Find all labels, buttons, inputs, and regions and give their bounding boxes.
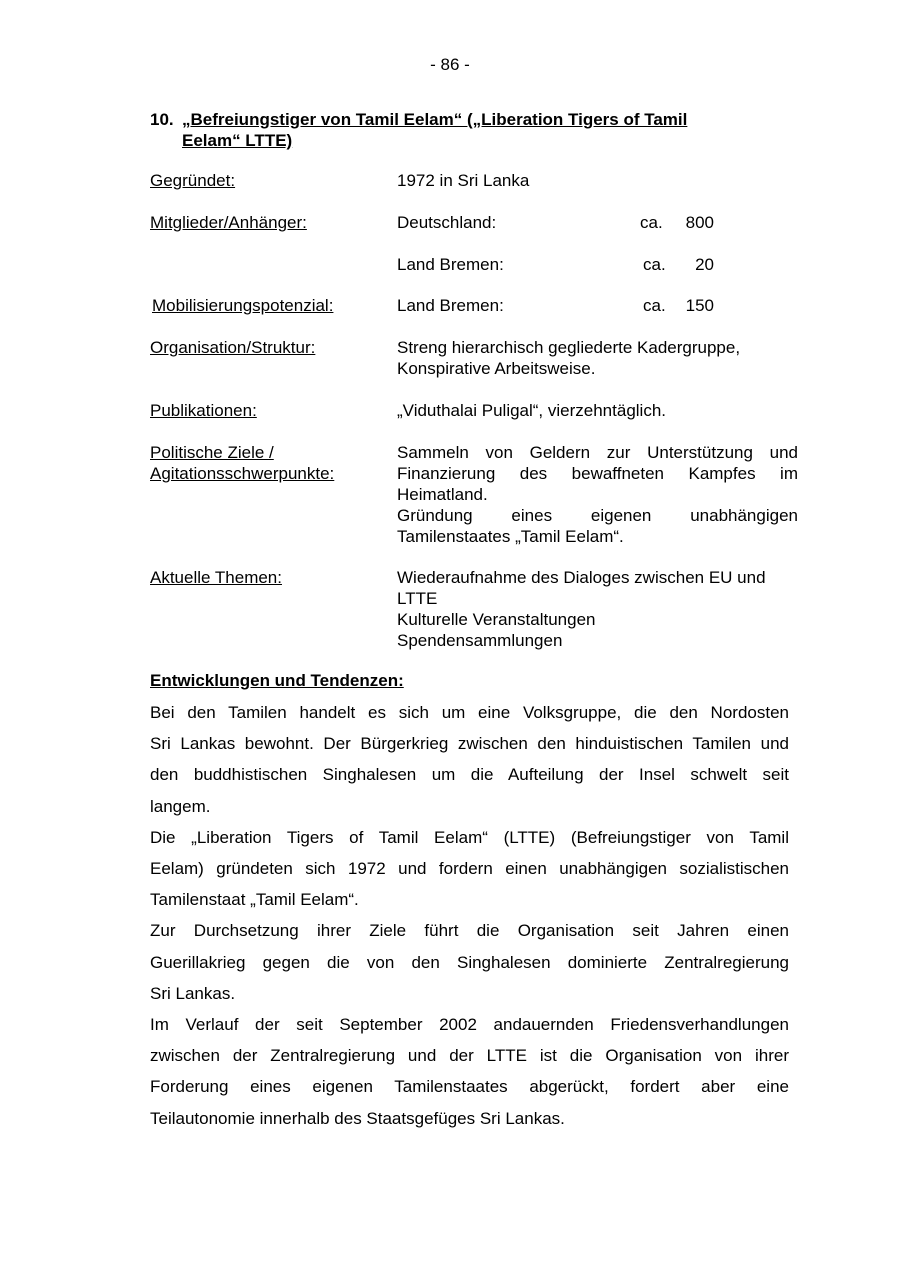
members-count-prefix: ca. bbox=[640, 213, 663, 232]
developments-line: Teilautonomie innerhalb des Staatsgefüges Sri Lankas. bbox=[150, 1108, 565, 1128]
developments-line: Zur Durchsetzung ihrer Ziele führt die Organisation seit Jahren einen bbox=[150, 921, 789, 941]
current-topics-line: LTTE bbox=[397, 589, 438, 608]
developments-line: den buddhistischen Singhalesen um die Aufteilung der Insel schwelt seit bbox=[150, 765, 789, 785]
current-topics-line: Kulturelle Veranstaltungen bbox=[397, 610, 596, 629]
organisation-label: Organisation/Struktur: bbox=[150, 338, 316, 357]
developments-text bbox=[150, 697, 789, 1134]
organisation-line: Streng hierarchisch gegliederte Kadergruppe, bbox=[397, 338, 741, 357]
mobilization-place: Land Bremen: bbox=[397, 296, 504, 315]
publications-label: Publikationen: bbox=[150, 401, 257, 420]
political-goals-label-line: Politische Ziele / bbox=[150, 443, 274, 462]
organisation-value bbox=[397, 337, 798, 379]
political-goals-line: Finanzierung des bewaffneten Kampfes im bbox=[397, 464, 798, 483]
political-goals-line: Heimatland. bbox=[397, 485, 488, 504]
developments-line: Eelam) gründeten sich 1972 und fordern einen unabhängigen sozialistischen bbox=[150, 859, 789, 879]
section-title bbox=[182, 109, 762, 151]
members-place: Deutschland: bbox=[397, 213, 497, 232]
political-goals-line: Tamilenstaates „Tamil Eelam“. bbox=[397, 527, 624, 546]
members-count-value: 20 bbox=[695, 255, 714, 274]
founded-value: 1972 in Sri Lanka bbox=[397, 171, 530, 190]
developments-line: zwischen der Zentralregierung und der LTTE ist die Organisation von ihrer bbox=[150, 1046, 789, 1066]
current-topics-line: Wiederaufnahme des Dialoges zwischen EU und bbox=[397, 568, 766, 587]
section-title-line: Eelam“ LTTE) bbox=[182, 131, 293, 150]
members-count-prefix: ca. bbox=[643, 255, 666, 274]
current-topics-line: Spendensammlungen bbox=[397, 631, 563, 650]
current-topics-label: Aktuelle Themen: bbox=[150, 568, 282, 587]
members-count bbox=[640, 212, 714, 233]
political-goals-label bbox=[150, 442, 334, 484]
developments-line: Sri Lankas. bbox=[150, 983, 236, 1003]
developments-line: Sri Lankas bewohnt. Der Bürgerkrieg zwischen den hinduistischen Tamilen und bbox=[150, 734, 789, 754]
developments-line: langem. bbox=[150, 796, 211, 816]
developments-line: Forderung eines eigenen Tamilenstaates abgerückt, fordert aber eine bbox=[150, 1077, 789, 1097]
publications-value: „Viduthalai Puligal“, vierzehntäglich. bbox=[397, 401, 667, 420]
current-topics-value bbox=[397, 567, 798, 651]
developments-line: Im Verlauf der seit September 2002 andauernden Friedensverhandlungen bbox=[150, 1015, 789, 1035]
political-goals-value bbox=[397, 442, 798, 547]
page-number: - 86 - bbox=[430, 55, 470, 74]
members-count-value: 800 bbox=[685, 213, 714, 232]
section-title-line: „Befreiungstiger von Tamil Eelam“ („Liberation Tigers of Tamil bbox=[182, 110, 688, 129]
political-goals-label-line: Agitationsschwerpunkte: bbox=[150, 464, 335, 483]
section-number: 10. bbox=[150, 110, 174, 129]
developments-line: Tamilenstaat „Tamil Eelam“. bbox=[150, 890, 359, 910]
organisation-line: Konspirative Arbeitsweise. bbox=[397, 359, 596, 378]
members-place: Land Bremen: bbox=[397, 255, 504, 274]
developments-heading: Entwicklungen und Tendenzen: bbox=[150, 671, 404, 690]
political-goals-line: Gründung eines eigenen unabhängigen bbox=[397, 506, 798, 525]
founded-label: Gegründet: bbox=[150, 171, 236, 190]
political-goals-line: Sammeln von Geldern zur Unterstützung und bbox=[397, 443, 798, 462]
mobilization-count-prefix: ca. bbox=[643, 296, 666, 315]
developments-line: Die „Liberation Tigers of Tamil Eelam“ (LTTE) (Befreiungstiger von Tamil bbox=[150, 827, 789, 847]
mobilization-count-value: 150 bbox=[685, 296, 714, 315]
developments-line: Bei den Tamilen handelt es sich um eine Volksgruppe, die den Nordosten bbox=[150, 703, 789, 722]
members-label: Mitglieder/Anhänger: bbox=[150, 213, 307, 232]
developments-line: Guerillakrieg gegen die von den Singhalesen dominierte Zentralregierung bbox=[150, 952, 789, 972]
mobilization-label: Mobilisierungspotenzial: bbox=[152, 296, 334, 315]
